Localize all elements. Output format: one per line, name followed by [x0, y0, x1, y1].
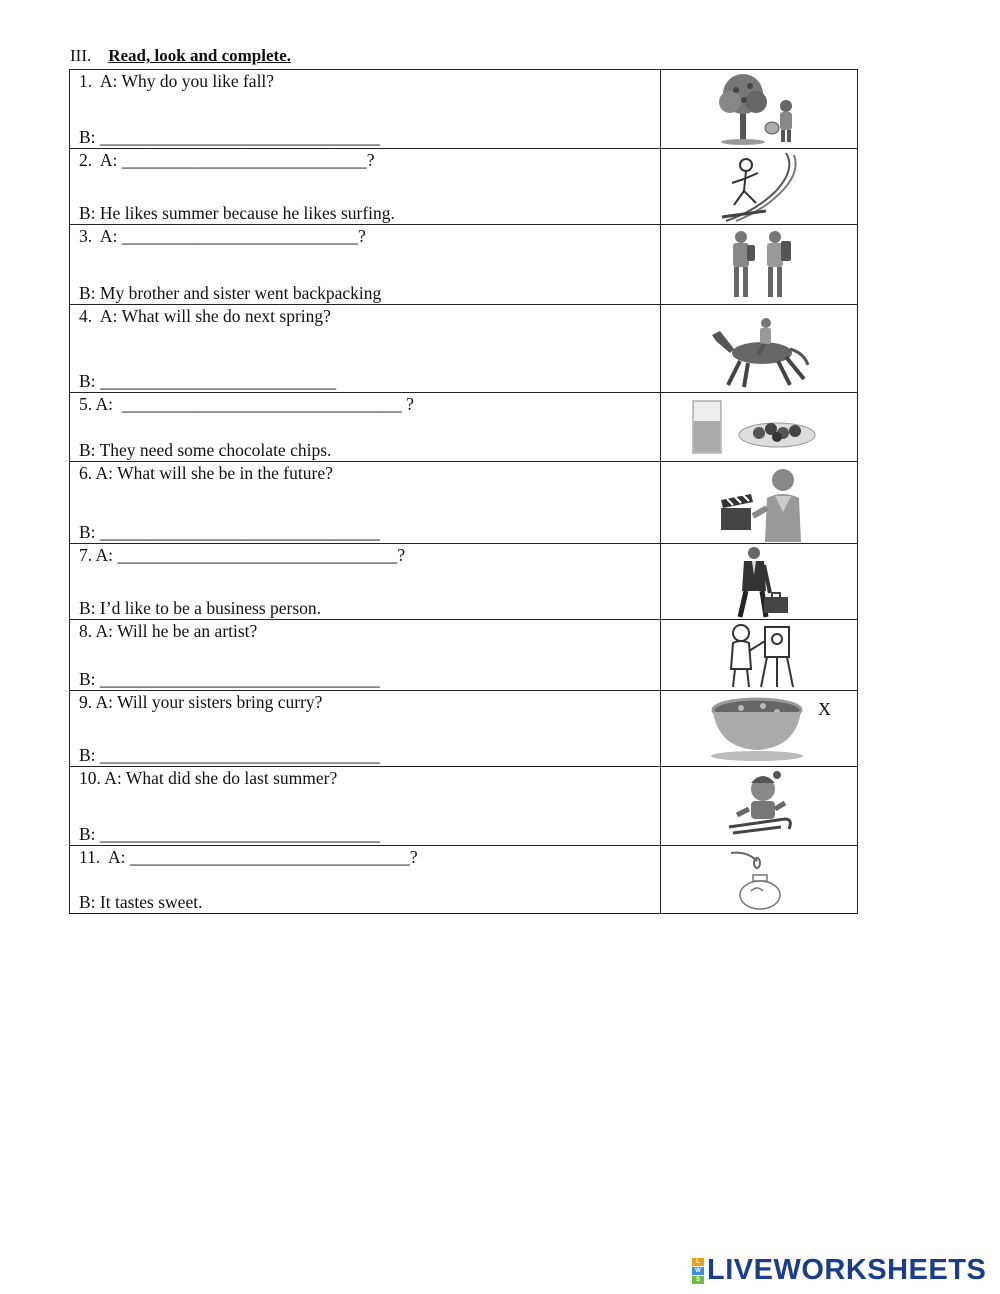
- liveworksheets-mark-icon: L W S: [692, 1258, 704, 1284]
- question-cell: [70, 149, 661, 225]
- answer-line[interactable]: B: ________________________________: [79, 522, 380, 542]
- answer-line: B: My brother and sister went backpacking: [79, 283, 382, 303]
- question-cell: [70, 70, 661, 149]
- picture-cell: [661, 462, 858, 544]
- film-director-icon: [709, 464, 809, 542]
- question-cell: [70, 691, 661, 767]
- picture-cell: [661, 305, 858, 393]
- question-cell: [70, 393, 661, 462]
- juice-and-cookies-icon: [689, 397, 819, 457]
- question-cell: [70, 620, 661, 691]
- table-row: [70, 544, 858, 620]
- table-row: [70, 149, 858, 225]
- question-cell: [70, 462, 661, 544]
- answer-line[interactable]: B: ________________________________: [79, 127, 380, 147]
- question-line: 8. A: Will he be an artist?: [79, 621, 258, 641]
- question-line[interactable]: 5. A: ________________________________ ?: [79, 394, 414, 414]
- question-line[interactable]: 2. A: ____________________________?: [79, 150, 375, 170]
- question-cell: [70, 305, 661, 393]
- worksheet-table: [69, 69, 858, 914]
- question-line[interactable]: 7. A: ________________________________?: [79, 545, 406, 565]
- picture-cell: [661, 149, 858, 225]
- picture-cell: [661, 846, 858, 914]
- answer-line[interactable]: B: ___________________________: [79, 371, 337, 391]
- section-heading: [70, 46, 291, 66]
- question-line: 6. A: What will she be in the future?: [79, 463, 333, 483]
- question-line: 1. A: Why do you like fall?: [79, 71, 275, 91]
- honey-jar-icon: [727, 849, 791, 911]
- question-line: 10. A: What did she do last summer?: [79, 768, 338, 788]
- answer-line: B: They need some chocolate chips.: [79, 440, 332, 460]
- answer-line[interactable]: B: ________________________________: [79, 745, 380, 765]
- table-row: [70, 691, 858, 767]
- picture-cell: [661, 544, 858, 620]
- table-row: [70, 462, 858, 544]
- table-row: [70, 620, 858, 691]
- question-cell: [70, 544, 661, 620]
- question-cell: [70, 225, 661, 305]
- question-line[interactable]: 11. A: ________________________________?: [79, 847, 418, 867]
- picture-cell: [661, 70, 858, 149]
- answer-line: B: He likes summer because he likes surfing.: [79, 203, 395, 223]
- table-row: [70, 393, 858, 462]
- surfer-icon: [716, 151, 802, 223]
- brand-name: LIVEWORKSHEETS: [707, 1254, 987, 1286]
- curry-bowl-icon: [707, 696, 807, 762]
- table-row: [70, 225, 858, 305]
- cross-mark: X: [818, 699, 831, 719]
- horse-rider-icon: [704, 309, 814, 389]
- question-cell: [70, 846, 661, 914]
- table-row: [70, 70, 858, 149]
- picture-cell: [661, 225, 858, 305]
- question-line: 4. A: What will she do next spring?: [79, 306, 331, 326]
- question-line[interactable]: 3. A: ___________________________?: [79, 226, 366, 246]
- table-row: [70, 767, 858, 846]
- question-line: 9. A: Will your sisters bring curry?: [79, 692, 323, 712]
- picture-cell: [661, 393, 858, 462]
- backpackers-icon: [719, 227, 799, 303]
- section-number: III.: [70, 46, 92, 65]
- tree-and-child-icon: [714, 72, 804, 146]
- answer-line[interactable]: B: ________________________________: [79, 824, 380, 844]
- artist-icon: [719, 621, 799, 689]
- table-row: [70, 846, 858, 914]
- picture-cell: [661, 691, 858, 767]
- table-row: [70, 305, 858, 393]
- question-cell: [70, 767, 661, 846]
- business-person-icon: [724, 545, 794, 619]
- picture-cell: [661, 620, 858, 691]
- sledding-child-icon: [719, 769, 799, 843]
- picture-cell: [661, 767, 858, 846]
- footer-logo: [692, 1254, 986, 1287]
- answer-line: B: It tastes sweet.: [79, 892, 203, 912]
- answer-line[interactable]: B: ________________________________: [79, 669, 380, 689]
- answer-line: B: I’d like to be a business person.: [79, 598, 322, 618]
- section-title: Read, look and complete.: [108, 46, 291, 65]
